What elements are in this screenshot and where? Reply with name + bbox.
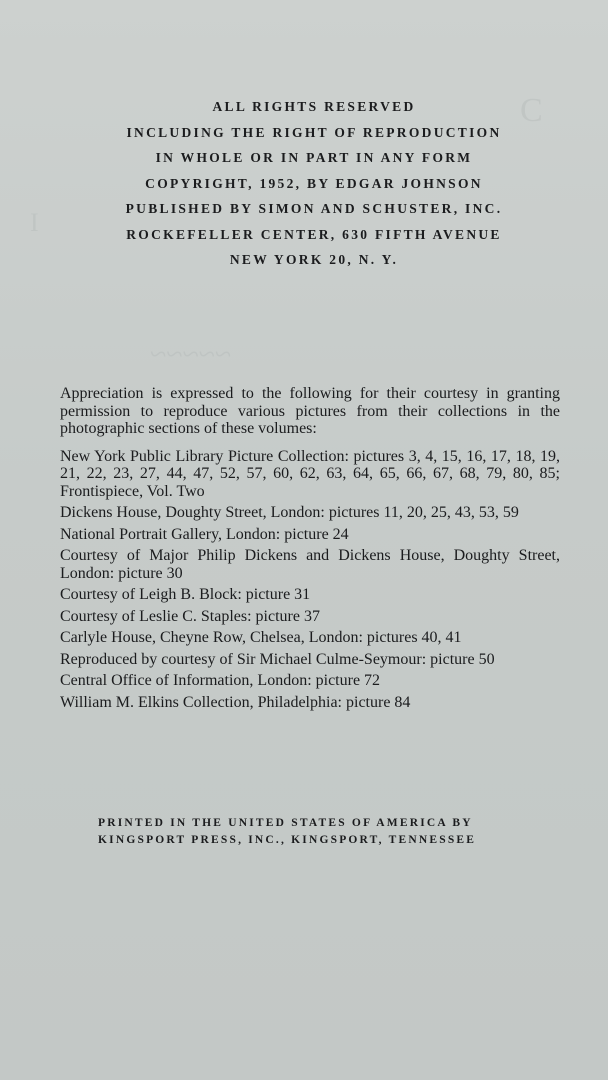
copyright-line: COPYRIGHT, 1952, BY EDGAR JOHNSON <box>145 175 483 191</box>
show-through-ghost: C <box>520 92 543 129</box>
copyright-line: NEW YORK 20, N. Y. <box>229 252 399 267</box>
copyright-line: INCLUDING THE RIGHT OF REPRODUCTION <box>126 124 502 140</box>
show-through-ghost: ~~~~~ <box>150 338 232 371</box>
printer-imprint <box>98 815 528 849</box>
credit-entry: Reproduced by courtesy of Sir Michael Culme-Seymour: picture 50 <box>60 650 495 668</box>
credit-entry: Dickens House, Doughty Street, London: pictures 11, 20, 25, 43, 53, 59 <box>60 504 519 521</box>
copyright-line: PUBLISHED BY SIMON AND SCHUSTER, INC. <box>125 201 503 216</box>
credit-entry: Courtesy of Leigh B. Block: picture 31 <box>60 586 311 603</box>
credit-entry: William M. Elkins Collection, Philadelphia: picture 84 <box>60 693 411 711</box>
printer-line: KINGSPORT PRESS, INC., KINGSPORT, TENNESSEE <box>98 834 477 846</box>
show-through-ghost: I <box>30 208 39 237</box>
copyright-block <box>0 94 608 273</box>
credit-entry: Courtesy of Major Philip Dickens and Dickens House, Doughty Street, London: picture 30 <box>60 547 560 582</box>
credit-entry: Courtesy of Leslie C. Staples: picture 37 <box>60 607 320 625</box>
credit-entry: Central Office of Information, London: picture 72 <box>60 672 381 689</box>
credit-entry: Carlyle House, Cheyne Row, Chelsea, London: pictures 40, 41 <box>60 629 462 646</box>
printer-line: PRINTED IN THE UNITED STATES OF AMERICA BY <box>98 817 473 829</box>
copyright-line: ROCKEFELLER CENTER, 630 FIFTH AVENUE <box>126 226 502 242</box>
credit-entry: National Portrait Gallery, London: picture 24 <box>60 525 349 543</box>
credits-intro: Appreciation is expressed to the following for their courtesy in granting permission to reproduce various pictures from their collections in the photographic sections of these volumes: <box>60 385 560 437</box>
picture-credits <box>60 385 560 711</box>
credit-entry: New York Public Library Picture Collection: pictures 3, 4, 15, 16, 17, 18, 19, 21, 22, 23, 27, 44, 47, 52, 57, 60, 62, 63, 64, 65, 66, 67, 68, 79, 80, 85; Frontispiece, Vol. Two <box>60 447 560 500</box>
copyright-line: ALL RIGHTS RESERVED <box>212 99 416 114</box>
copyright-line: IN WHOLE OR IN PART IN ANY FORM <box>155 150 473 165</box>
